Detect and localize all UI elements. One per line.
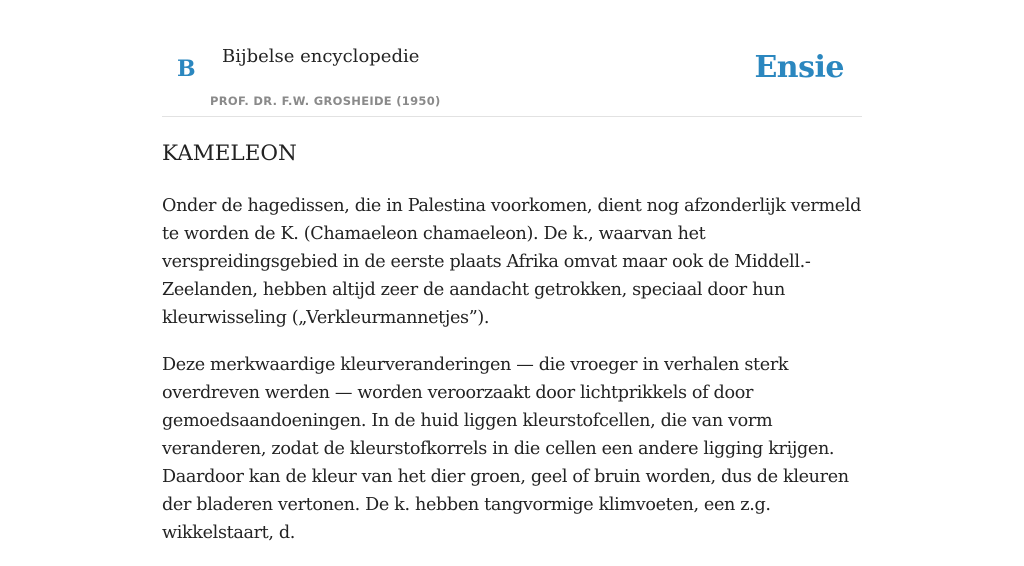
book-title-link[interactable]: Bijbelse encyclopedie — [222, 46, 420, 67]
article-paragraph-2: Deze merkwaardige kleurveranderingen — die vroeger in verhalen sterk overdreven werden — worden veroorzaakt door lichtprikkels of door gemoedsaandoeningen. In de huid liggen kleurstofcellen, die van vorm veranderen, zodat de kleurstofkorrels in die cellen een andere ligging krijgen. Daardoor kan de kleur van het dier groen, geel of bruin worden, dus de kleuren der bladeren vertonen. De k. hebben tangvormige klimvoeten, een z.g. wikkelstaart, d. — [162, 355, 849, 543]
article-title: KAMELEON — [162, 141, 297, 166]
book-logo-letter[interactable]: B — [177, 56, 196, 82]
book-header — [162, 30, 862, 117]
ensie-logo-link[interactable]: Ensie — [754, 50, 844, 85]
book-author: PROF. DR. F.W. GROSHEIDE (1950) — [210, 94, 441, 108]
article-body — [162, 138, 862, 566]
article-paragraph-1: Onder de hagedissen, die in Palestina voorkomen, dient nog afzonderlijk vermeld te worden de K. (Chamaeleon chamaeleon). De k., waarvan het verspreidingsgebied in de eerste plaats Afrika omvat maar ook de Middell.-Zeelanden, hebben altijd zeer de aandacht getrokken, speciaal door hun kleurwisseling („Verkleurmannetjes”). — [162, 196, 862, 328]
